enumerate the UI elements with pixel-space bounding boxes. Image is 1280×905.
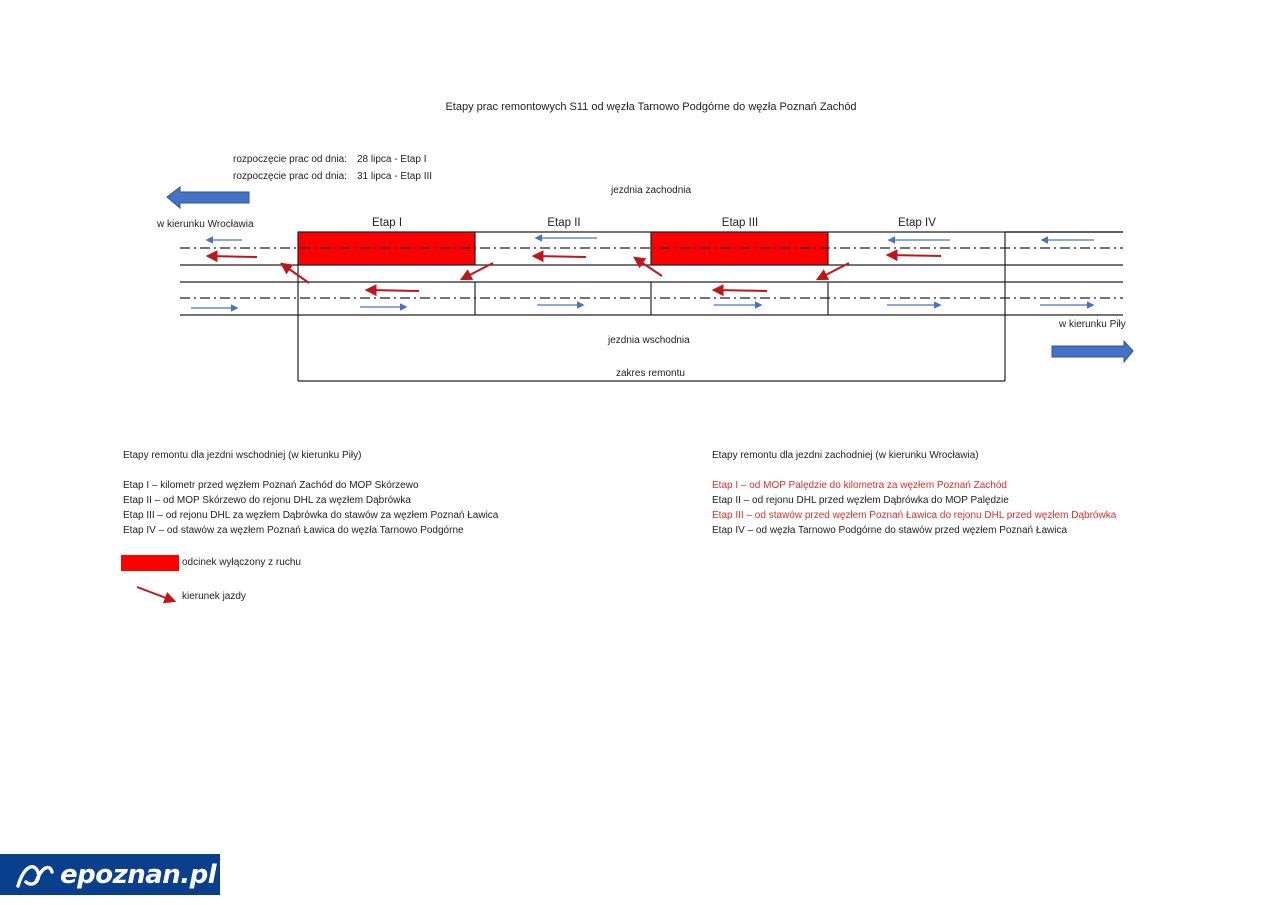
traffic-arrow-red: [534, 256, 586, 257]
list-item: Etap I – kilometr przed węzłem Poznań Zachód do MOP Skórzewo: [123, 480, 419, 491]
east-stage-list: [123, 448, 498, 538]
traffic-arrow-red: [714, 290, 767, 291]
site-logo[interactable]: [0, 854, 220, 895]
logo-text: epoznan.pl: [60, 859, 217, 890]
list-item-highlighted: Etap I – od MOP Palędzie do kilometra za węzłem Poznań Zachód: [712, 480, 1007, 491]
big-arrow-west-icon: [167, 187, 249, 208]
east-list-heading: Etapy remontu dla jezdni wschodniej (w kierunku Piły): [123, 450, 362, 461]
stage-label-etap-4: Etap IV: [898, 217, 936, 229]
traffic-arrow-red: [367, 290, 419, 291]
legend-arrow-icon: [137, 587, 174, 601]
east-road-label: jezdnia wschodnia: [608, 335, 690, 346]
logo-mark-icon: [14, 858, 56, 892]
stage-label-etap-3: Etap III: [721, 217, 759, 229]
legend-direction-label: kierunek jazdy: [182, 591, 246, 602]
legend-closed-swatch: [121, 555, 179, 571]
traffic-arrow-red: [282, 264, 309, 283]
start-date-label: rozpoczęcie prac od dnia:: [233, 154, 347, 165]
list-item-highlighted: Etap III – od stawów przed węzłem Poznań Ławica do rejonu DHL przed węzłem Dąbrówka: [712, 510, 1117, 521]
stage-label-etap-2: Etap II: [547, 217, 581, 229]
list-item: Etap III – od rejonu DHL za węzłem Dąbrówka do stawów za węzłem Poznań Ławica: [123, 510, 499, 521]
west-list-heading: Etapy remontu dla jezdni zachodniej (w kierunku Wrocławia): [712, 450, 979, 461]
legend-closed-label: odcinek wyłączony z ruchu: [182, 557, 301, 568]
list-item: Etap IV – od stawów za węzłem Poznań Ławica do węzła Tarnowo Podgórne: [123, 525, 464, 536]
list-item: Etap II – od rejonu DHL przed węzłem Dąbrówka do MOP Palędzie: [712, 495, 1009, 506]
start-date-value: 31 lipca - Etap III: [357, 171, 433, 182]
traffic-arrow-red: [888, 255, 941, 256]
direction-east-label: w kierunku Piły: [1059, 319, 1126, 330]
traffic-arrow-red: [208, 256, 257, 257]
west-road-label: jezdnia zachodnia: [611, 185, 692, 196]
scope-label: zakres remontu: [616, 368, 685, 379]
page-title: Etapy prac remontowych S11 od węzła Tarnowo Podgórne do węzła Poznań Zachód: [445, 101, 857, 113]
list-item: Etap II – od MOP Skórzewo do rejonu DHL za węzłem Dąbrówka: [123, 495, 411, 506]
list-item: Etap IV – od węzła Tarnowo Podgórne do stawów przed węzłem Poznań Ławica: [712, 525, 1068, 536]
west-stage-list: [712, 448, 1116, 538]
start-date-label: rozpoczęcie prac od dnia:: [233, 171, 347, 182]
stage-label-etap-1: Etap I: [371, 217, 403, 229]
direction-west-label: w kierunku Wrocławia: [157, 219, 254, 230]
start-date-value: 28 lipca - Etap I: [357, 154, 427, 165]
big-arrow-east-icon: [1052, 341, 1133, 362]
